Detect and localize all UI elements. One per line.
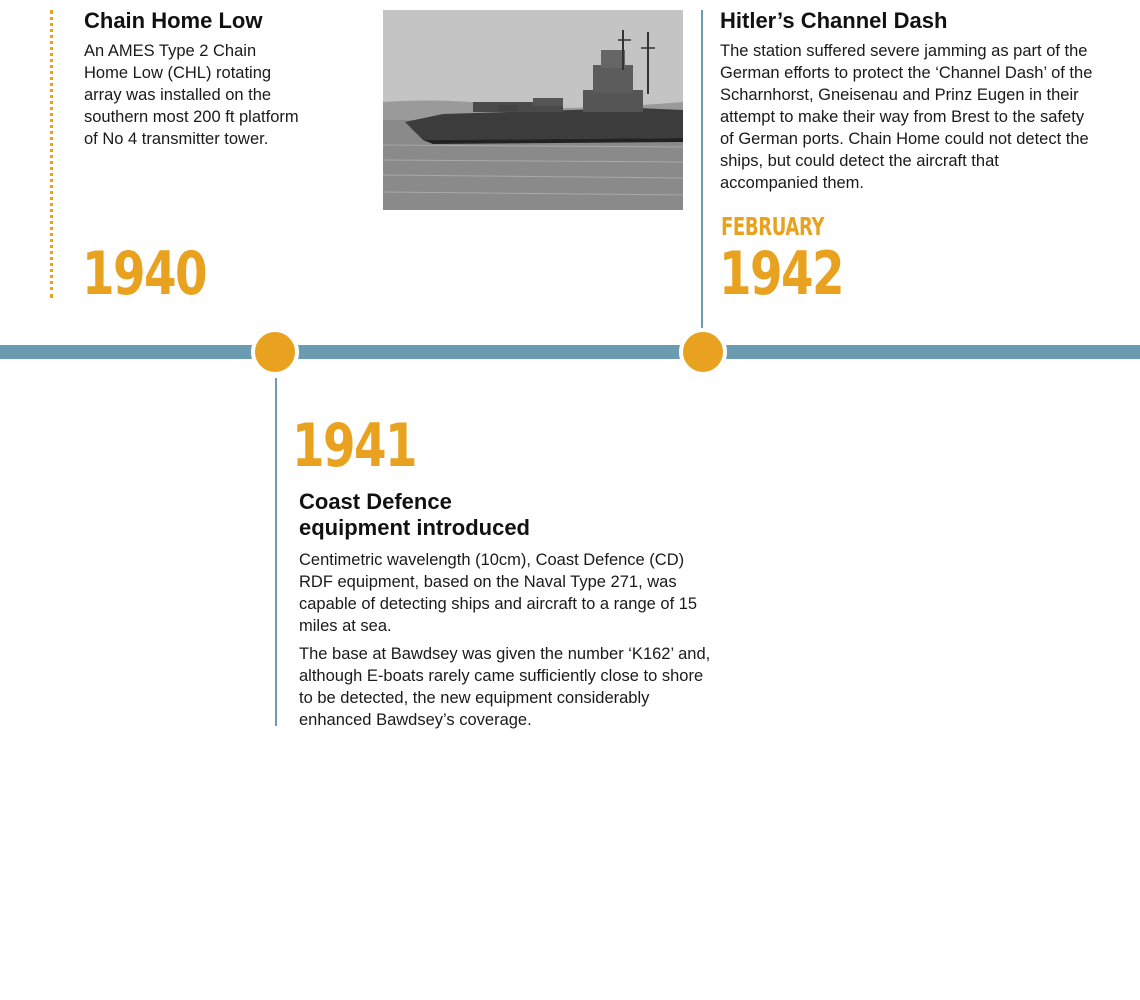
year-label-1941: 1941 [292,411,417,481]
entry-1942 [720,8,1125,194]
year-label-1942: 1942 [719,239,844,309]
entry-body: The station suffered severe jamming as part of the German efforts to protect the ‘Channel Dash’ of the Scharnhorst, Gneisenau and Prinz Eugen in their attempt to make their way from Brest to the safety of German ports. Chain Home could not detect the ships, but could detect the aircraft that accompanied them. [720,42,1093,192]
timeline-node-1942 [679,328,727,376]
entry-1941 [299,489,719,731]
timeline-bar [0,345,1140,359]
battleship-image [383,10,683,210]
entry-title: Chain Home Low [84,8,263,33]
connector-1940 [50,10,53,298]
connector-1942 [701,10,703,328]
entry-body: An AMES Type 2 Chain Home Low (CHL) rotating array was installed on the southern most 200 ft platform of No 4 transmitter tower. [84,42,299,148]
year-label-1940: 1940 [82,239,207,309]
entry-body-2: The base at Bawdsey was given the number ‘K162’ and, although E-boats rarely came sufficiently close to shore to be detected, the new equipment considerably enhanced Bawdsey’s coverage. [299,645,711,729]
month-label-1942: FEBRUARY [721,212,825,241]
connector-1941 [275,378,277,726]
entry-title-line2: equipment introduced [299,515,530,540]
battleship-photo [383,10,683,210]
entry-body-1: Centimetric wavelength (10cm), Coast Defence (CD) RDF equipment, based on the Naval Type 271, was capable of detecting ships and aircraft to a range of 15 miles at sea. [299,551,698,635]
entry-title: Hitler’s Channel Dash [720,8,948,33]
entry-1940 [84,8,324,150]
entry-title-line1: Coast Defence [299,489,452,514]
timeline-node-1941 [251,328,299,376]
